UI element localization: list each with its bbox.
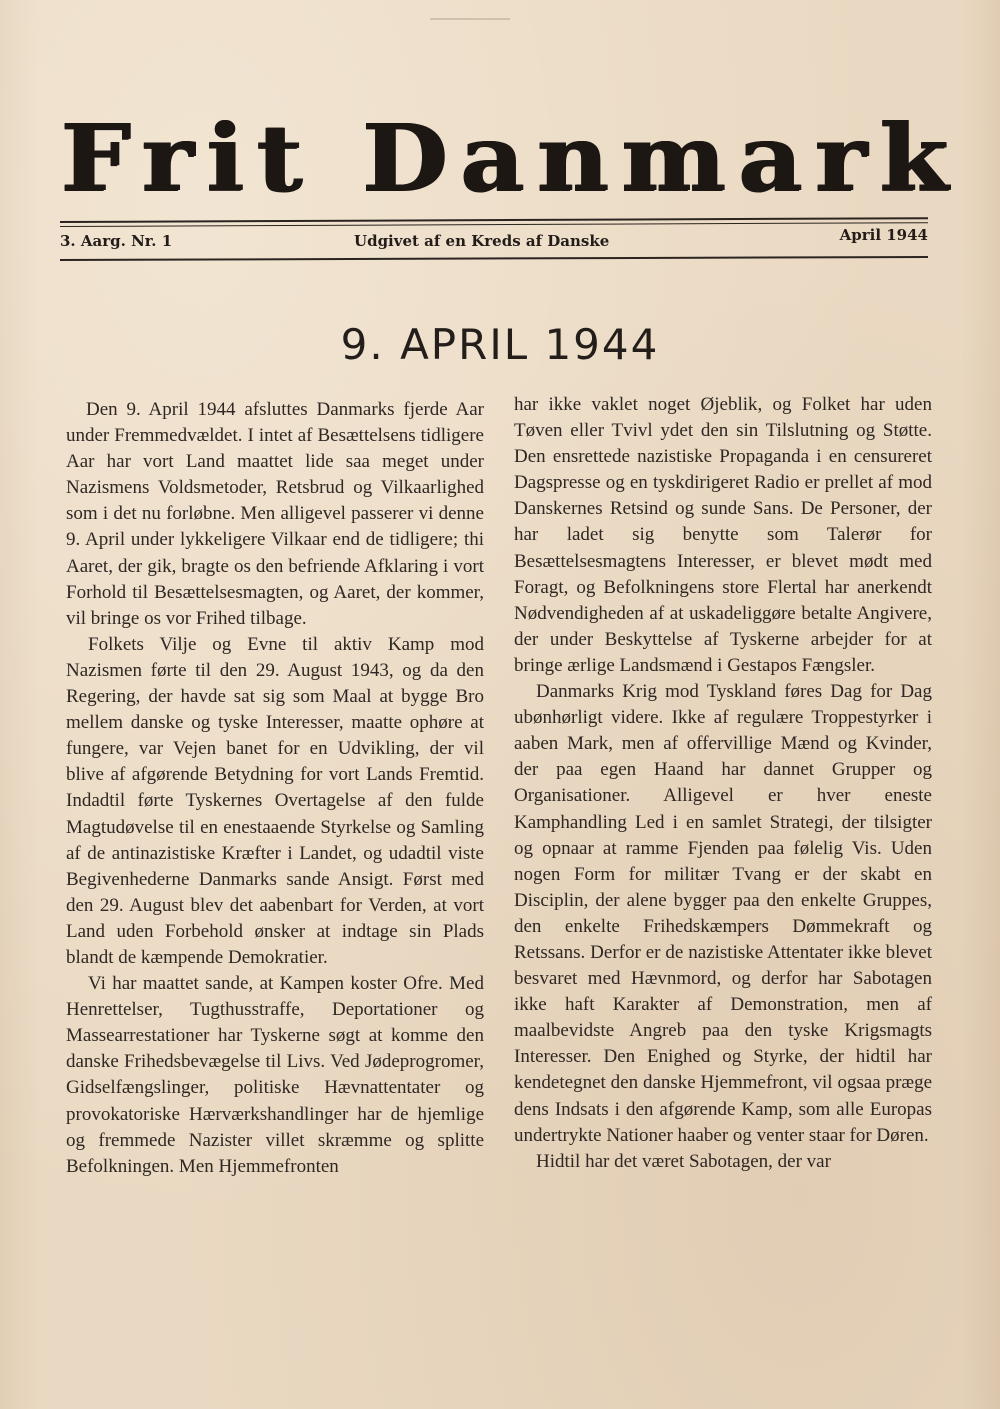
article-paragraph: Danmarks Krig mod Tyskland føres Dag for Dag ubønhørligt videre. Ikke af regulære Troppestyrker i aaben Mark, men af offervillige Mænd og Kvinder, der paa egen Haand har dannet Grupper og Organisationer. Alligevel er hver eneste Kamphandling Led i en samlet Strategi, der tilsigter og opnaar at ramme Fjenden paa følelig Vis. Uden nogen Form for militær Tvang er der skabt en Disciplin, der alene bygger paa den enkelte Gruppes, den enkelte Frihedskæmpers Dømmekraft og Retssans. Derfor er de nazistiske Attentater ikke blevet besvaret med Hævnmord, og derfor har Sabotagen ikke haft Karakter af Demonstration, men af maalbevidste Angreb paa den tyske Krigsmagts Interesser. Den Enighed og Styrke, der hidtil har kendetegnet den danske Hjemmefront, vil ogsaa præge dens Indsats i den afgørende Kamp, som alle Europas undertrykte Nationer haaber og venter staar for Døren. <box>514 681 932 1146</box>
publisher-line: Udgivet af en Kreds af Danske <box>354 232 610 250</box>
issue-date: April 1944 <box>839 226 928 244</box>
article-paragraph: har ikke vaklet noget Øjeblik, og Folket har uden Tøven eller Tvivl ydet den sin Tilslutning og Støtte. Den ensrettede nazistiske Propaganda i en censureret Dagspresse og en tyskdirigeret Radio er prellet af mod Danskernes Retsind og sunde Sans. De Personer, der har ladet sig benytte som Talerør for Besættelsesmagtens Interesser, er blevet mødt med Foragt, og Befolkningens store Flertal har anerkendt Nødvendigheden af at uskadeliggøre betalte Angivere, der under Beskyttelse af Tyskerne arbejder for at bringe ærlige Landsmænd i Gestapos Fængsler. <box>514 394 932 676</box>
masthead-title: Frit Danmark <box>60 104 960 212</box>
article-column-right <box>514 392 932 1175</box>
article-paragraph: Hidtil har det været Sabotagen, der var <box>536 1150 831 1172</box>
article-paragraph: Den 9. April 1944 afsluttes Danmarks fjerde Aar under Fremmedvældet. I intet af Besættelsens tidligere Aar har vort Land maattet lide saa meget under Nazismens Voldsmetoder, Retsbrud og Vilkaarlighed som i det nu forløbne. Men alligevel passerer vi denne 9. April under lykkeligere Vilkaar end de tidligere; thi Aaret, der gik, bragte os den befriende Afklaring i vort Forhold til Besættelsesmagten, og Aaret, der kommer, vil bringe os vor Frihed tilbage. <box>66 399 484 629</box>
article-column-left <box>66 397 484 1180</box>
masthead-rule-bottom <box>60 256 928 261</box>
fold-mark <box>430 18 510 20</box>
article-paragraph: Vi har maattet sande, at Kampen koster Ofre. Med Henrettelser, Tugthusstraffe, Deportationer og Massearrestationer har Tyskerne søgt at komme den danske Frihedsbevægelse til Livs. Ved Jødeprogromer, Gidselfængslinger, politiske Hævnattentater og provokatoriske Hærværkshandlinger har de hjemlige og fremmede Nazister villet skræmme og splitte Befolkningen. Men Hjemmefronten <box>66 973 484 1177</box>
article-paragraph: Folkets Vilje og Evne til aktiv Kamp mod Nazismen førte til den 29. August 1943, og da den Regering, der havde sat sig som Maal at bygge Bro mellem danske og tyske Interesser, maatte ophøre at fungere, var Vejen banet for en Udvikling, der vil blive af afgørende Betydning for vort Lands Fremtid. Indadtil førte Tyskernes Overtagelse af den fulde Magtudøvelse til en enestaaende Styrkelse og Samling af de antinazistiske Kræfter i Landet, og udadtil viste Begivenhederne Danmarks sande Ansigt. Først med den 29. August blev det aabenbart for Verden, at vort Land uden Forbehold ønsker at indtage sin Plads blandt de kæmpende Demokratier. <box>66 633 484 968</box>
issue-number: 3. Aarg. Nr. 1 <box>60 232 173 250</box>
masthead-infobar <box>60 226 928 256</box>
article-headline: 9. APRIL 1944 <box>340 320 660 369</box>
